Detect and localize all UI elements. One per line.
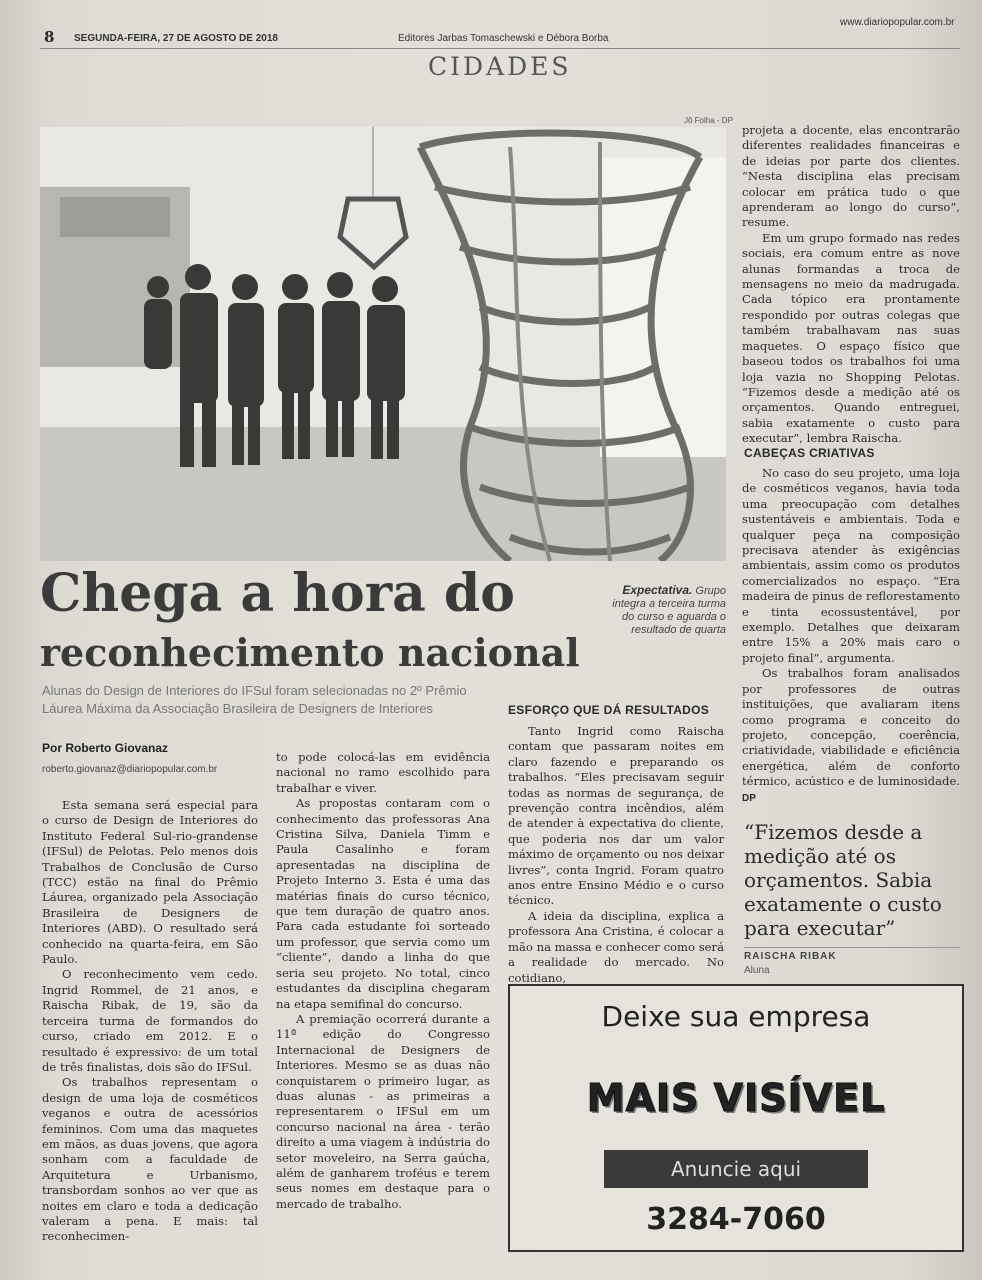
quote-author: RAISCHA RIBAK	[744, 951, 837, 962]
subtitle-line-2: Láurea Máxima da Associação Brasileira de Designers de Interiores	[42, 701, 433, 716]
headline-line-2: reconhecimento nacional	[40, 630, 580, 675]
headline-line-1: Chega a hora do	[40, 563, 515, 624]
issue-date: SEGUNDA-FEIRA, 27 DE AGOSTO DE 2018	[74, 33, 278, 44]
signoff: DP	[742, 792, 756, 804]
author-email: roberto.giovanaz@diariopopular.com.br	[42, 764, 218, 775]
ad-cta-bar: Anuncie aqui	[604, 1150, 868, 1188]
byline: Por Roberto Giovanaz	[42, 741, 169, 755]
website: www.diariopopular.com.br	[840, 17, 955, 28]
paragraph: to pode colocá-las em evidência nacional no ramo escolhido para trabalhar e viver.	[276, 750, 490, 795]
section-title: CIDADES	[428, 52, 572, 81]
ad-line-2: MAIS VISÍVEL	[586, 1076, 886, 1120]
article-column-1	[42, 798, 258, 1245]
photo-illustration	[40, 127, 726, 561]
paragraph	[742, 666, 960, 806]
paragraph: Esta semana será especial para o curso de Design de Interiores do Instituto Federal Sul-rio-grandense (IFSul) de Pelotas. Pelo menos dois Trabalhos de Conclusão de Curso (TCC) estão na final do Prêmio Láurea, organizado pela Associação Brasileira de Designers de Interiores (ABD). O resultado será conhecido na quarta-feira, em São Paulo.	[42, 798, 258, 967]
paragraph: projeta a docente, elas encontrarão diferentes realidades financeiras e de ideias por parte dos clientes. “Nesta disciplina elas precisam colocar em prática tudo o que aprenderam ao longo do curso”, resume.	[742, 123, 960, 230]
subtitle-line-1: Alunas do Design de Interiores do IFSul foram selecionadas no 2º Prêmio	[42, 683, 467, 698]
paragraph: Em um grupo formado nas redes sociais, era comum entre as nove alunas formandas a troca de mensagens no meio da madrugada. Cada tópico era prontamente respondido por outras colegas que também trabalhavam nas suas maquetes. O espaço físico que baseou todos os trabalhos foi uma loja vazia no Shopping Pelotas. “Fizemos desde a medição até os orçamentos. Quando entreguei, sabia exatamente o custo para executar”, lembra Raischa.	[742, 230, 960, 446]
paragraph-text: Os trabalhos foram analisados por professores de outras instituições, que avaliaram itens como programa e conceito do projeto, concepção, coerência, criatividade, viabilidade e eficiência energética, além de conforto térmico, acústico e de luminosidade.	[742, 666, 960, 789]
editors-line: Editores Jarbas Tomaschewski e Débora Borba	[398, 33, 609, 44]
ad-line-1: Deixe sua empresa	[601, 1000, 871, 1033]
quote-rule	[744, 947, 960, 948]
caption-line-3: do curso e aguarda o	[622, 611, 726, 623]
news-photo	[40, 127, 726, 561]
paragraph: Tanto Ingrid como Raischa contam que passaram noites em claro fazendo e preparando os trabalhos. “Eles precisavam seguir todas as normas de segurança, de prevenção contra incêndios, além de atender à expectativa do cliente, que poderia nos dar um valor máximo de orçamento ou nos deixar livres”, conta Ingrid. Foram quatro anos entre Ensino Médio e o curso técnico.	[508, 724, 724, 908]
subhead-esforco: ESFORÇO QUE DÁ RESULTADOS	[508, 703, 710, 717]
subtitle	[42, 682, 492, 718]
caption-line-2: integra a terceira turma	[612, 598, 726, 610]
paragraph: No caso do seu projeto, uma loja de cosméticos veganos, havia toda uma preocupação com detalhes sustentáveis e ambientais. Toda e qualquer peça na composição precisava atender às exigências ambientais, assim como os produtos comercializados no espaço. “Era madeira de pinus de reflorestamento e tinta ecossustentável, por exemplo. Detalhes que deixaram entre 15% a 20% mais caro o projeto final”, argumenta.	[742, 466, 960, 665]
paragraph: A premiação ocorrerá durante a 11ª edição do Congresso Internacional de Designers de Interiores. Mesmo se as duas não conquistarem o primeiro lugar, as duas alunas - as primeiras a representarem o IFSul em um concurso nacional na área - terão direito a uma viagem à indústria do setor moveleiro, na Serra gaúcha, além de ganharem troféus e terem seus nomes em destaque para o mercado de trabalho.	[276, 1011, 490, 1211]
paragraph: Os trabalhos representam o design de uma loja de cosméticos veganos e outra de acessórios femininos. Com uma das maquetes em mãos, as duas jovens, que agora sonham com a faculdade de Arquitetura e Urbanismo, transbordam sonhos ao ver que as noites em claro e toda a dedicação valeram a pena. E mais: tal reconhecimen-	[42, 1075, 258, 1244]
caption-lead: Expectativa.	[622, 583, 693, 597]
caption-line-4: resultado de quarta	[631, 624, 726, 636]
paragraph: O reconhecimento vem cedo. Ingrid Rommel, de 21 anos, e Raischa Ribak, de 19, são da terceira turma de formandos do curso, criado em 2012. E o resultado é expressivo: de um total de três finalistas, dois são do IFSul.	[42, 967, 258, 1074]
paragraph: As propostas contaram com o conhecimento das professoras Ana Cristina Silva, Daniela Timm e Paula Casalinho e foram apresentadas na disciplina de Projeto Interno 3. Esta é uma das matérias finais do curso técnico, que tem duração de quatro anos. Para cada estudante foi sorteado um professor, que servia como um “cliente”, dando a linha do que seria seu projeto. No total, cinco estudantes da disciplina chegaram na etapa semifinal do concurso.	[276, 796, 490, 1011]
quote-role: Aluna	[744, 965, 770, 976]
pull-quote: “Fizemos desde a medição até os orçamentos. Sabia exatamente o custo para executar”	[744, 820, 942, 940]
article-column-3	[508, 724, 724, 986]
photo-credit: Jô Folha - DP	[684, 116, 733, 125]
photo-caption	[560, 584, 726, 637]
paragraph: A ideia da disciplina, explica a professora Ana Cristina, é colocar a mão na massa e conhecer como será a realidade do mercado. No cotidiano,	[508, 908, 724, 985]
subhead-cabecas: CABEÇAS CRIATIVAS	[744, 446, 875, 460]
article-column-4-top	[742, 123, 960, 447]
ad-phone: 3284-7060	[646, 1202, 826, 1237]
caption-line-1: Grupo	[692, 585, 726, 597]
article-column-2	[276, 750, 490, 1212]
article-column-4-bottom	[742, 466, 960, 806]
header-rule	[40, 48, 960, 49]
page-number: 8	[44, 28, 55, 46]
advertisement	[508, 984, 964, 1252]
